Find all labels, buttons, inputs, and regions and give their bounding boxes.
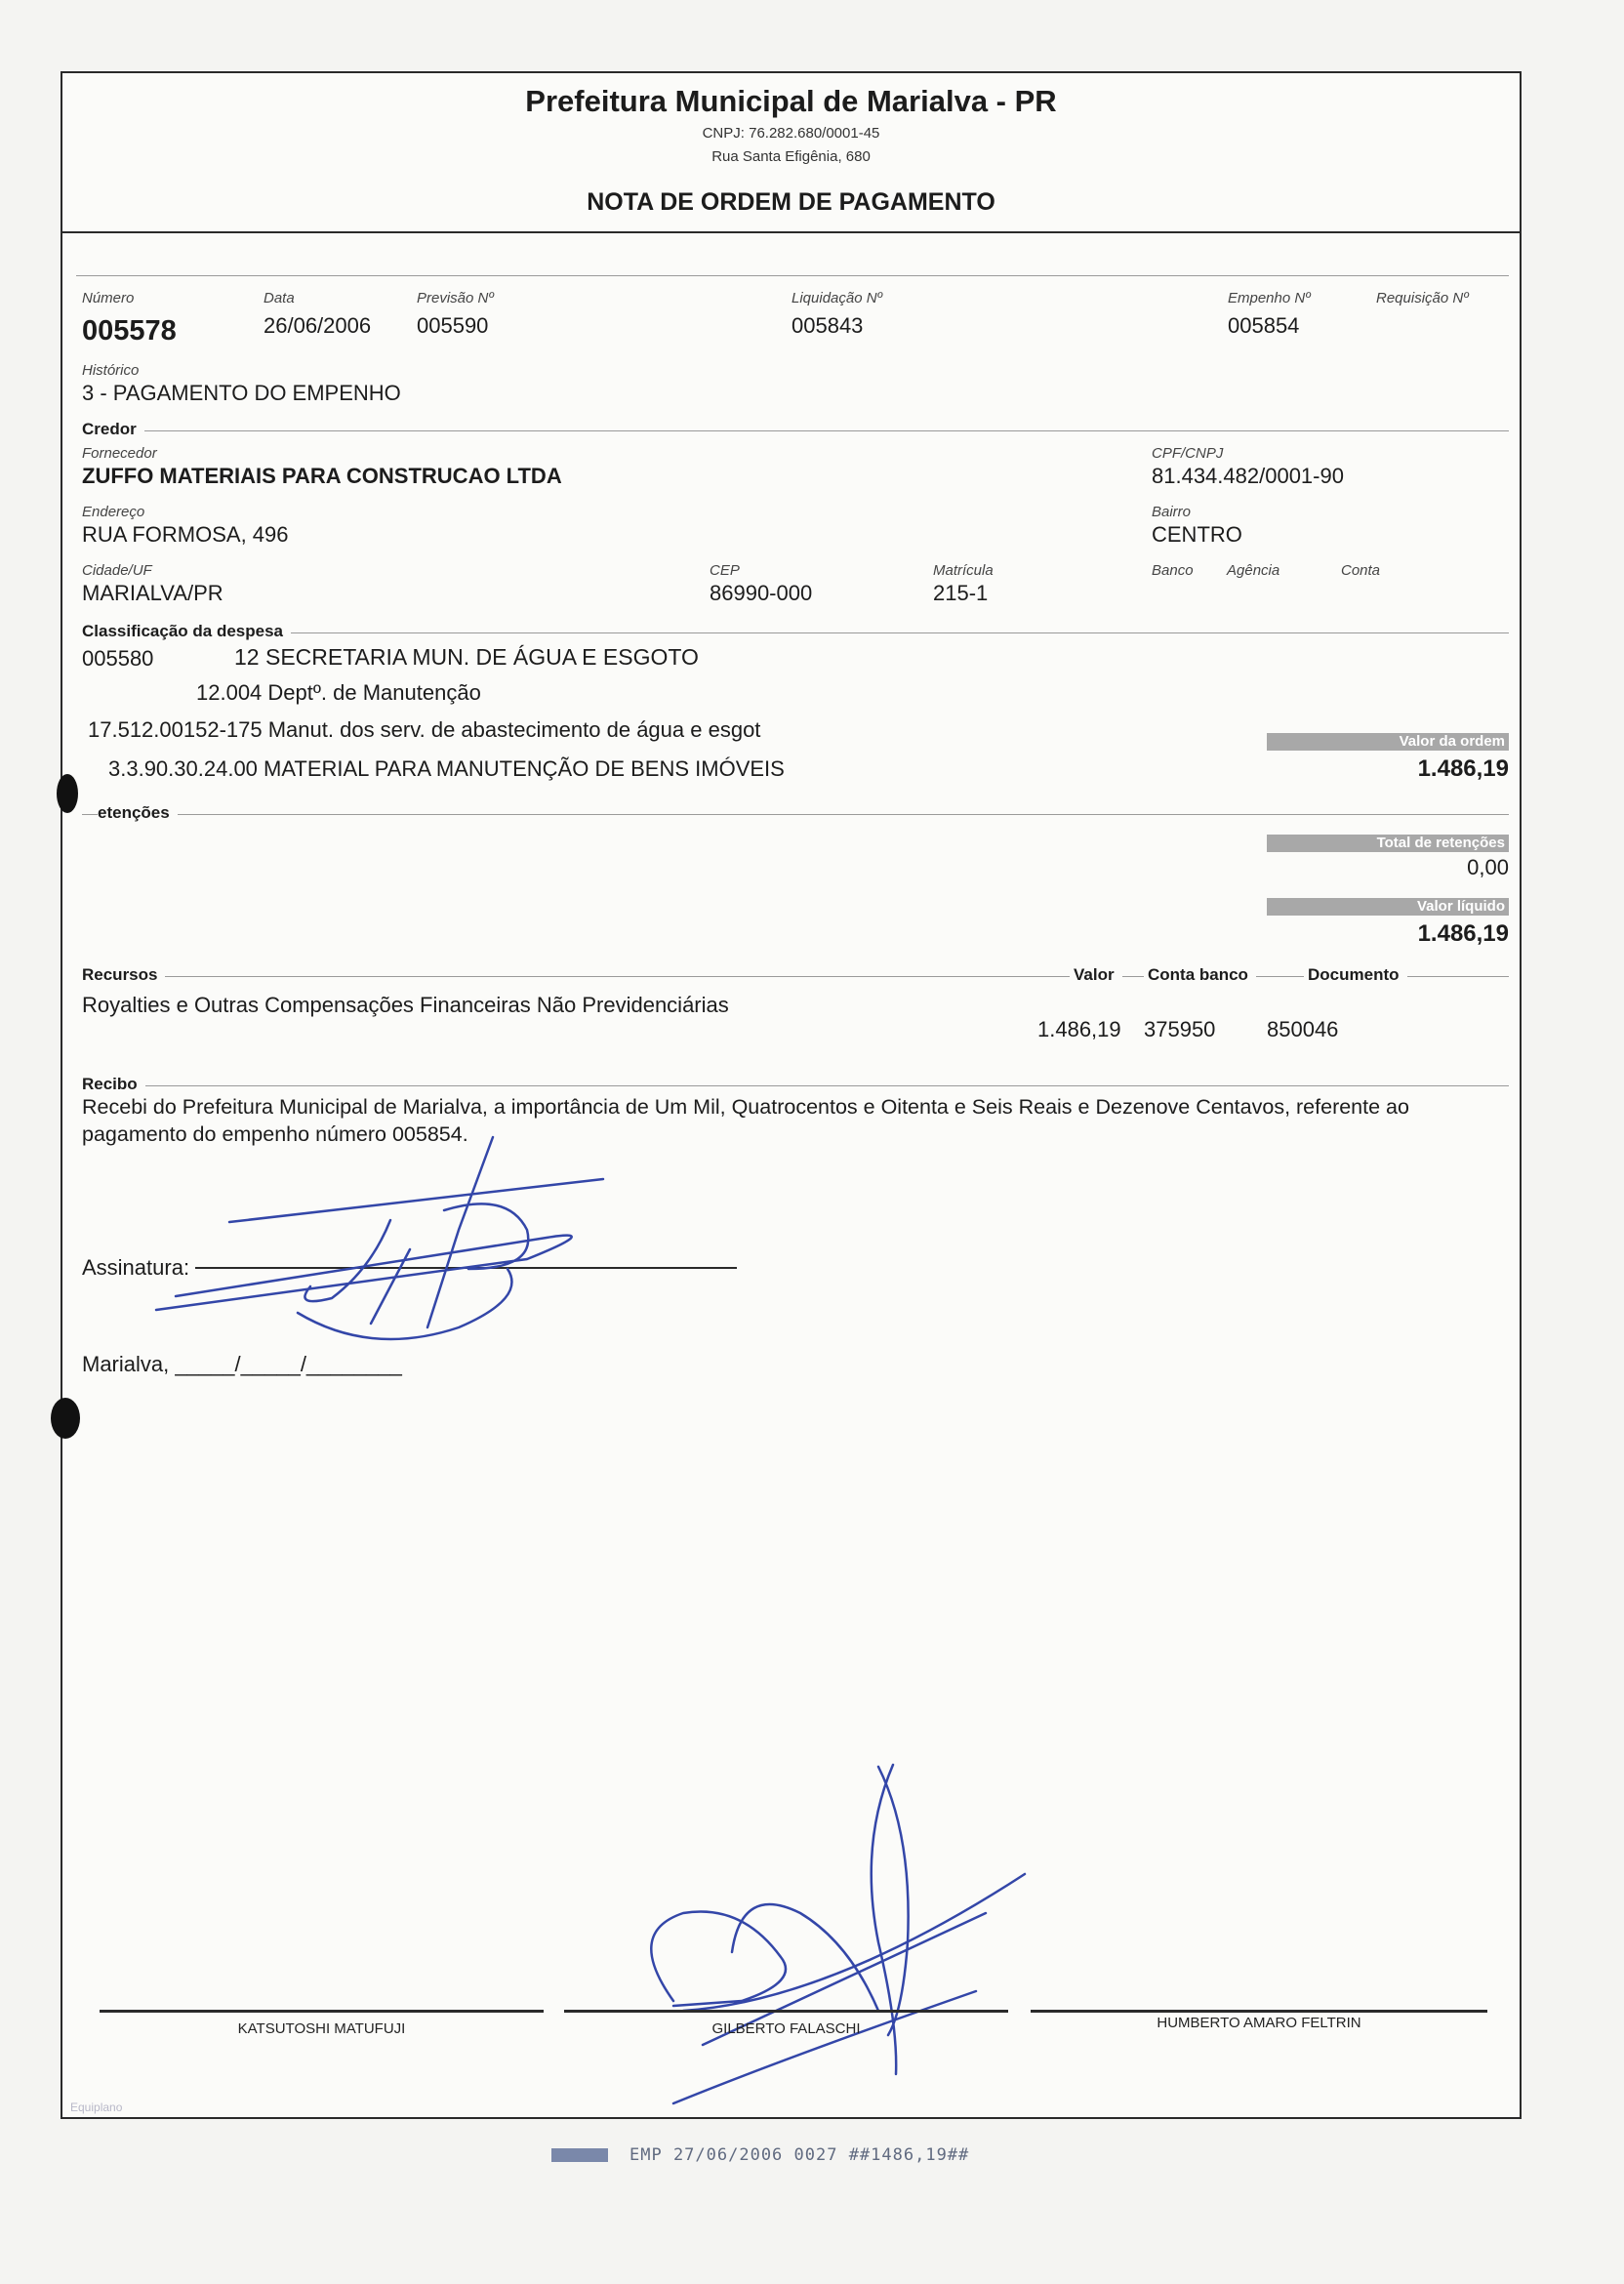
signatory-name-3: HUMBERTO AMARO FELTRIN bbox=[1157, 2015, 1361, 2031]
previsao-value: 005590 bbox=[417, 313, 489, 338]
endereco-value: RUA FORMOSA, 496 bbox=[82, 522, 289, 547]
local-data-text: Marialva, _____/_____/________ bbox=[82, 1352, 402, 1376]
valor-ordem-label: Valor da ordem bbox=[1267, 733, 1509, 751]
recursos-documento: 850046 bbox=[1267, 1017, 1339, 1041]
bairro-label: Bairro bbox=[1152, 504, 1192, 520]
banco-label: Banco bbox=[1152, 562, 1194, 579]
cep-label: CEP bbox=[710, 562, 740, 579]
natureza-text: 3.3.90.30.24.00 MATERIAL PARA MANUTENÇÃO DE BENS IMÓVEIS bbox=[108, 756, 785, 781]
matricula-label: Matrícula bbox=[933, 562, 994, 579]
classificacao-code: 005580 bbox=[82, 646, 154, 671]
fornecedor-label: Fornecedor bbox=[82, 445, 157, 462]
fornecedor-value: ZUFFO MATERIAIS PARA CONSTRUCAO LTDA bbox=[82, 464, 562, 488]
data-label: Data bbox=[264, 290, 295, 306]
equiplano-watermark: Equiplano bbox=[70, 2100, 123, 2114]
data-value: 26/06/2006 bbox=[264, 313, 372, 338]
cpf-label: CPF/CNPJ bbox=[1152, 445, 1224, 462]
numero-value: 005578 bbox=[82, 315, 177, 347]
previsao-label: Previsão Nº bbox=[417, 290, 494, 306]
conta-label: Conta bbox=[1341, 562, 1381, 579]
historico-label: Histórico bbox=[82, 362, 140, 379]
agencia-label: Agência bbox=[1227, 562, 1280, 579]
requisicao-label: Requisição Nº bbox=[1376, 290, 1469, 306]
recursos-documento-label: Documento bbox=[1304, 965, 1407, 985]
address-text: Rua Santa Efigênia, 680 bbox=[711, 148, 871, 165]
document-title: NOTA DE ORDEM DE PAGAMENTO bbox=[587, 188, 995, 216]
cnpj-text: CNPJ: 76.282.680/0001-45 bbox=[702, 125, 880, 142]
total-retencoes-label: Total de retenções bbox=[1267, 835, 1509, 852]
recursos-section: Recursos bbox=[82, 965, 165, 985]
assinatura-label: Assinatura: bbox=[82, 1255, 190, 1280]
stamp-icon bbox=[551, 2148, 608, 2162]
bairro-value: CENTRO bbox=[1152, 522, 1242, 547]
recibo-section: Recibo bbox=[82, 1075, 145, 1094]
empenho-value: 005854 bbox=[1228, 313, 1300, 338]
valor-liquido-value: 1.486,19 bbox=[1417, 920, 1509, 947]
punch-hole-mark-1 bbox=[57, 774, 78, 813]
endereco-label: Endereço bbox=[82, 504, 145, 520]
liquidacao-label: Liquidação Nº bbox=[792, 290, 883, 306]
signatory-line-2 bbox=[564, 2010, 1008, 2013]
credor-section: Credor bbox=[82, 420, 144, 439]
recursos-valor-label: Valor bbox=[1070, 965, 1122, 985]
cidade-value: MARIALVA/PR bbox=[82, 581, 223, 605]
retencoes-section: etenções bbox=[98, 803, 178, 823]
liquidacao-value: 005843 bbox=[792, 313, 864, 338]
empenho-label: Empenho Nº bbox=[1228, 290, 1311, 306]
total-retencoes-value: 0,00 bbox=[1467, 855, 1509, 879]
funcional-text: 17.512.00152-175 Manut. dos serv. de abastecimento de água e esgot bbox=[88, 717, 761, 742]
classificacao-section: Classificação da despesa bbox=[82, 622, 291, 641]
historico-value: 3 - PAGAMENTO DO EMPENHO bbox=[82, 381, 401, 405]
signatory-line-3 bbox=[1031, 2010, 1487, 2013]
valor-liquido-label: Valor líquido bbox=[1267, 898, 1509, 916]
signatory-line-1 bbox=[100, 2010, 544, 2013]
matricula-value: 215-1 bbox=[933, 581, 989, 605]
bottom-stamp: EMP 27/06/2006 0027 ##1486,19## bbox=[551, 2145, 969, 2165]
punch-hole-mark-2 bbox=[51, 1398, 80, 1439]
recursos-descricao: Royalties e Outras Compensações Financeiras Não Previdenciárias bbox=[82, 993, 729, 1017]
recursos-conta: 375950 bbox=[1144, 1017, 1216, 1041]
page-title: Prefeitura Municipal de Marialva - PR bbox=[525, 84, 1057, 118]
signatory-name-1: KATSUTOSHI MATUFUJI bbox=[237, 2020, 406, 2037]
signature-falaschi bbox=[651, 1765, 1025, 2103]
cidade-label: Cidade/UF bbox=[82, 562, 152, 579]
recibo-text: Recebi do Prefeitura Municipal de Marialva, a importância de Um Mil, Quatrocentos e Oitenta e Seis Reais e Dezenove Centavos, referente ao pagamento do empenho número 005854. bbox=[82, 1095, 1409, 1146]
recursos-conta-label: Conta banco bbox=[1144, 965, 1256, 985]
recursos-valor: 1.486,19 bbox=[1037, 1017, 1121, 1041]
numero-label: Número bbox=[82, 290, 135, 306]
signature-recibo bbox=[156, 1137, 603, 1339]
secretaria-text: 12 SECRETARIA MUN. DE ÁGUA E ESGOTO bbox=[234, 644, 699, 670]
valor-ordem-value: 1.486,19 bbox=[1417, 755, 1509, 782]
signatory-name-2: GILBERTO FALASCHI bbox=[711, 2020, 861, 2037]
cep-value: 86990-000 bbox=[710, 581, 813, 605]
departamento-text: 12.004 Deptº. de Manutenção bbox=[196, 680, 481, 705]
cpf-value: 81.434.482/0001-90 bbox=[1152, 464, 1344, 488]
